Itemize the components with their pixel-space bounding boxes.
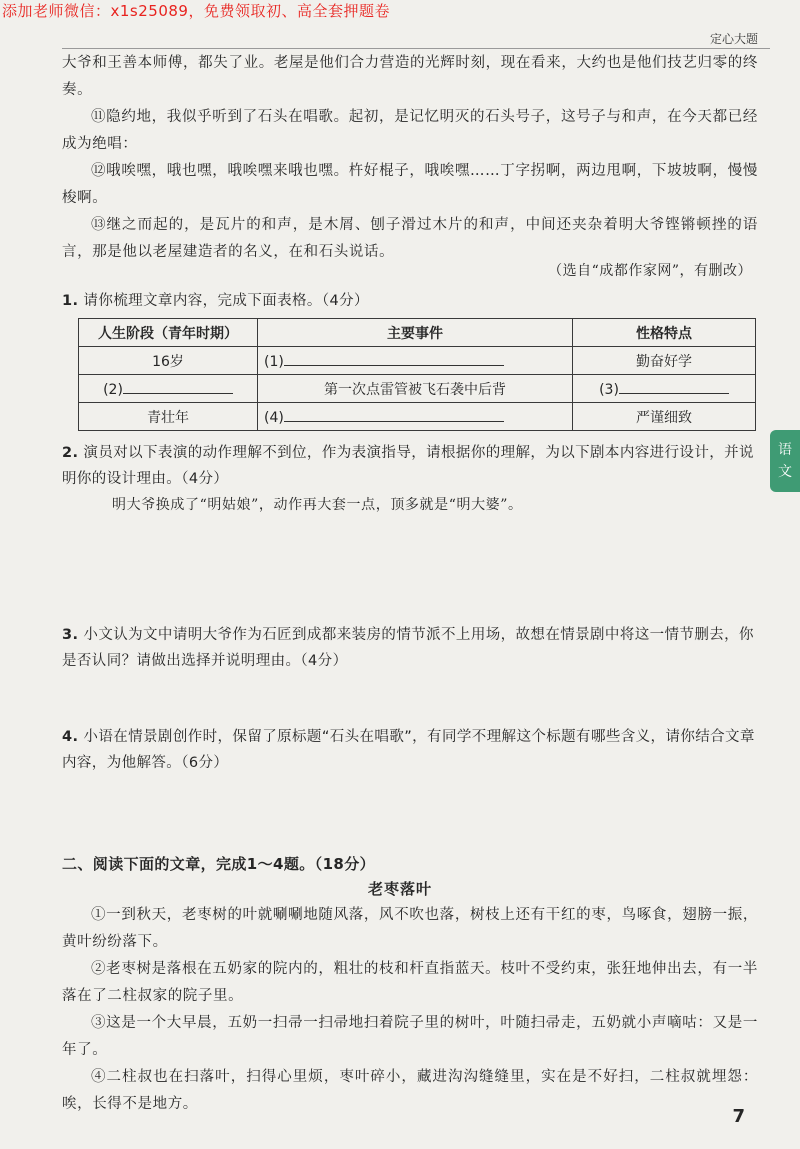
question-4-text: 小语在情景剧创作时，保留了原标题“石头在唱歌”，有同学不理解这个标题有哪些含义，请你结合文章内容，为他解答。（6分） (62, 729, 755, 771)
page-number: 7 (732, 1106, 745, 1127)
question-3 (62, 622, 757, 674)
script-quote: 明大爷换成了“明姑娘”，动作再大套一点，顶多就是“明大婆”。 (112, 497, 523, 513)
passage-paragraph-10: 大爷和王善本师傅，都失了业。老屋是他们合力营造的光辉时刻，现在看来，大约也是他们技艺归零的终奏。 (62, 55, 758, 98)
story-paragraph-2: ②老枣树是落根在五奶家的院内的，粗壮的枝和杆直指蓝天。枝叶不受约束，张狂地伸出去，有一半落在了二柱叔家的院子里。 (62, 961, 758, 1004)
table-row (79, 347, 756, 375)
question-2-number: 2. (62, 445, 79, 461)
section-2-heading: 二、阅读下面的文章，完成1～4题。（18分） (62, 855, 376, 873)
subject-tab[interactable] (770, 430, 800, 492)
subject-tab-char-2: 文 (778, 464, 792, 480)
passage-paragraph-12: ⑫哦唉嘿，哦也嘿，哦唉嘿来哦也嘿。杵好棍子，哦唉嘿……丁字拐啊，两边甩啊，下坡坡啊，慢慢梭啊。 (62, 163, 758, 206)
table-row (79, 403, 756, 431)
passage-paragraph-11: ⑪隐约地，我似乎听到了石头在唱歌。起初，是记忆明灭的石头号子，这号子与和声，在今天都已经成为绝唱： (62, 109, 758, 152)
table-header-event: 主要事件 (258, 319, 573, 347)
question-2-text: 演员对以下表演的动作理解不到位，作为表演指导，请根据你的理解，为以下剧本内容进行设计，并说明你的设计理由。（4分） (62, 445, 754, 487)
passage-paragraph-13: ⑬继之而起的，是瓦片的和声，是木屑、刨子滑过木片的和声，中间还夹杂着明大爷铿锵顿挫的语言，那是他以老屋建造者的名义，在和石头说话。 (62, 217, 758, 260)
table-header-trait: 性格特点 (573, 319, 756, 347)
table-cell: 勤奋好学 (573, 347, 756, 375)
table-cell: 青壮年 (79, 403, 258, 431)
question-1 (62, 288, 757, 314)
table-cell-blank[interactable]: (3) (573, 375, 756, 403)
table-row (79, 375, 756, 403)
passage-source: （选自“成都作家网”，有删改） (548, 263, 752, 279)
question-3-text: 小文认为文中请明大爷作为石匠到成都来装房的情节派不上用场，故想在情景剧中将这一情节删去，你是否认同？请做出选择并说明理由。（4分） (62, 627, 754, 669)
table-header-row (79, 319, 756, 347)
life-events-table (78, 318, 756, 431)
header-title: 定心大题 (709, 32, 758, 46)
question-2 (62, 440, 757, 492)
question-4-number: 4. (62, 729, 79, 745)
story-paragraph-4: ④二柱叔也在扫落叶，扫得心里烦，枣叶碎小，藏进沟沟缝缝里，实在是不好扫，二柱叔就埋怨：唉，长得不是地方。 (62, 1069, 758, 1112)
table-cell-blank[interactable]: (1) (258, 347, 573, 375)
story-title: 老枣落叶 (367, 880, 432, 898)
question-1-text: 请你梳理文章内容，完成下面表格。（4分） (83, 293, 369, 309)
question-3-number: 3. (62, 627, 79, 643)
table-cell: 严谨细致 (573, 403, 756, 431)
subject-tab-char-1: 语 (778, 442, 792, 458)
table-header-stage: 人生阶段（青年时期） (79, 319, 258, 347)
table-cell: 第一次点雷管被飞石袭中后背 (258, 375, 573, 403)
question-4 (62, 724, 757, 776)
story-paragraph-3: ③这是一个大早晨，五奶一扫帚一扫帚地扫着院子里的树叶，叶随扫帚走，五奶就小声嘀咕：又是一年了。 (62, 1015, 758, 1058)
table-cell: 16岁 (79, 347, 258, 375)
table-cell-blank[interactable]: (2) (79, 375, 258, 403)
header-divider (62, 48, 770, 49)
watermark-text: 添加老师微信：x1s25089，免费领取初、高全套押题卷 (2, 2, 390, 20)
question-1-number: 1. (62, 293, 79, 309)
story-paragraph-1: ①一到秋天，老枣树的叶就唰唰地随风落，风不吹也落，树枝上还有干红的枣，鸟啄食，翅膀一振，黄叶纷纷落下。 (62, 907, 758, 950)
table-cell-blank[interactable]: (4) (258, 403, 573, 431)
